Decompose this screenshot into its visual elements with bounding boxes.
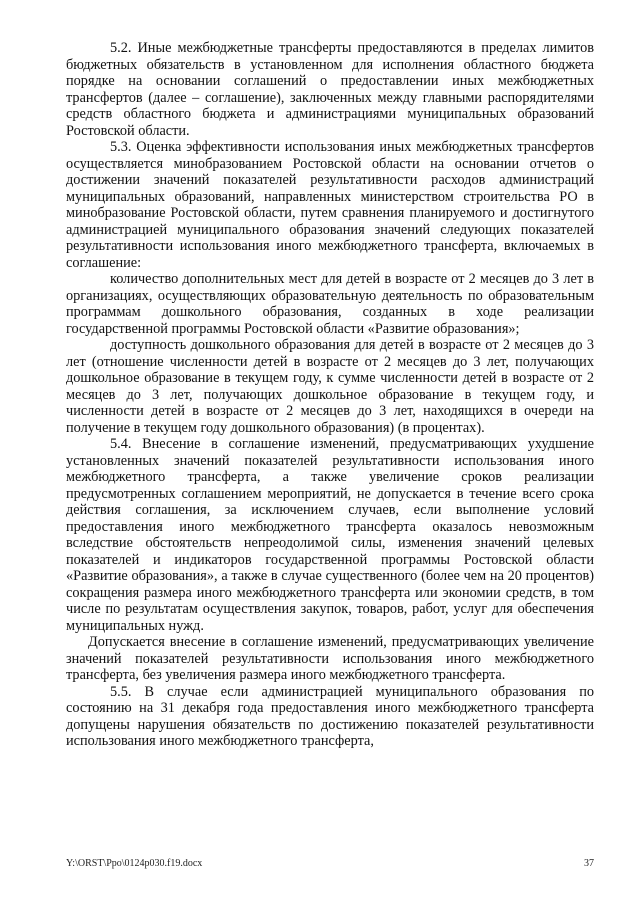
paragraph-5-5: 5.5. В случае если администрацией муниципального образования по состоянию на 31 декабря года предоставления иного межбюджетного трансферта допущены нарушения обязательств по достижению показателей результативности использования иного межбюджетного трансферта, xyxy=(66,683,594,749)
footer-file-path: Y:\ORST\Ppo\0124p030.f19.docx xyxy=(66,858,203,869)
paragraph-allowed-changes: Допускается внесение в соглашение изменений, предусматривающих увеличение значений показателей результативности использования иного межбюджетного трансферта, без увеличения размера иного межбюджетного трансферта. xyxy=(66,634,594,683)
paragraph-5-3: 5.3. Оценка эффективности использования иных межбюджетных трансфертов осуществляется минобразованием Ростовской области на основании отчетов о достижении значений показателей результативности расходов администраций муниципальных образований, направленных министерством строительства РО в минобразование Ростовской области, путем сравнения планируемого и достигнутого администрацией муниципального образования значений следующих показателей результативности использования иного межбюджетного трансферта, включаемых в соглашение: xyxy=(66,139,594,271)
paragraph-indicator-places: количество дополнительных мест для детей в возрасте от 2 месяцев до 3 лет в организациях, осуществляющих образовательную деятельность по образовательным программам дошкольного образования, созданных в ходе реализации государственной программы Ростовской области «Развитие образования»; xyxy=(66,271,594,337)
paragraph-5-4: 5.4. Внесение в соглашение изменений, предусматривающих ухудшение установленных значений показателей результативности использования иного межбюджетного трансферта, а также увеличение сроков реализации предусмотренных соглашением мероприятий, не допускается в течение всего срока действия соглашения, за исключением случаев, если выполнение условий предоставления иного межбюджетного трансферта оказалось невозможным вследствие обстоятельств непреодолимой силы, изменения значений целевых показателей и индикаторов государственной программы Ростовской области «Развитие образования», а также в случае существенного (более чем на 20 процентов) сокращения размера иного межбюджетного трансферта или экономии средств, в том числе по результатам осуществления закупок, товаров, работ, услуг для обеспечения муниципальных нужд. xyxy=(66,436,594,634)
page-number: 37 xyxy=(584,858,594,869)
document-body xyxy=(66,40,594,750)
paragraph-5-2: 5.2. Иные межбюджетные трансферты предоставляются в пределах лимитов бюджетных обязательств в установленном для исполнения областного бюджета порядке на основании соглашений о предоставлении иных межбюджетных трансфертов (далее – соглашение), заключенных между главными распорядителями средств областного бюджета и администрациями муниципальных образований Ростовской области. xyxy=(66,40,594,139)
paragraph-indicator-availability: доступность дошкольного образования для детей в возрасте от 2 месяцев до 3 лет (отношение численности детей в возрасте от 2 месяцев до 3 лет, получающих дошкольное образование в текущем году, к сумме численности детей в возрасте от 2 месяцев до 3 лет, получающих дошкольное образование в текущем году, и численности детей в возрасте от 2 месяцев до 3 лет, находящихся в очереди на получение в текущем году дошкольного образования) (в процентах). xyxy=(66,337,594,436)
